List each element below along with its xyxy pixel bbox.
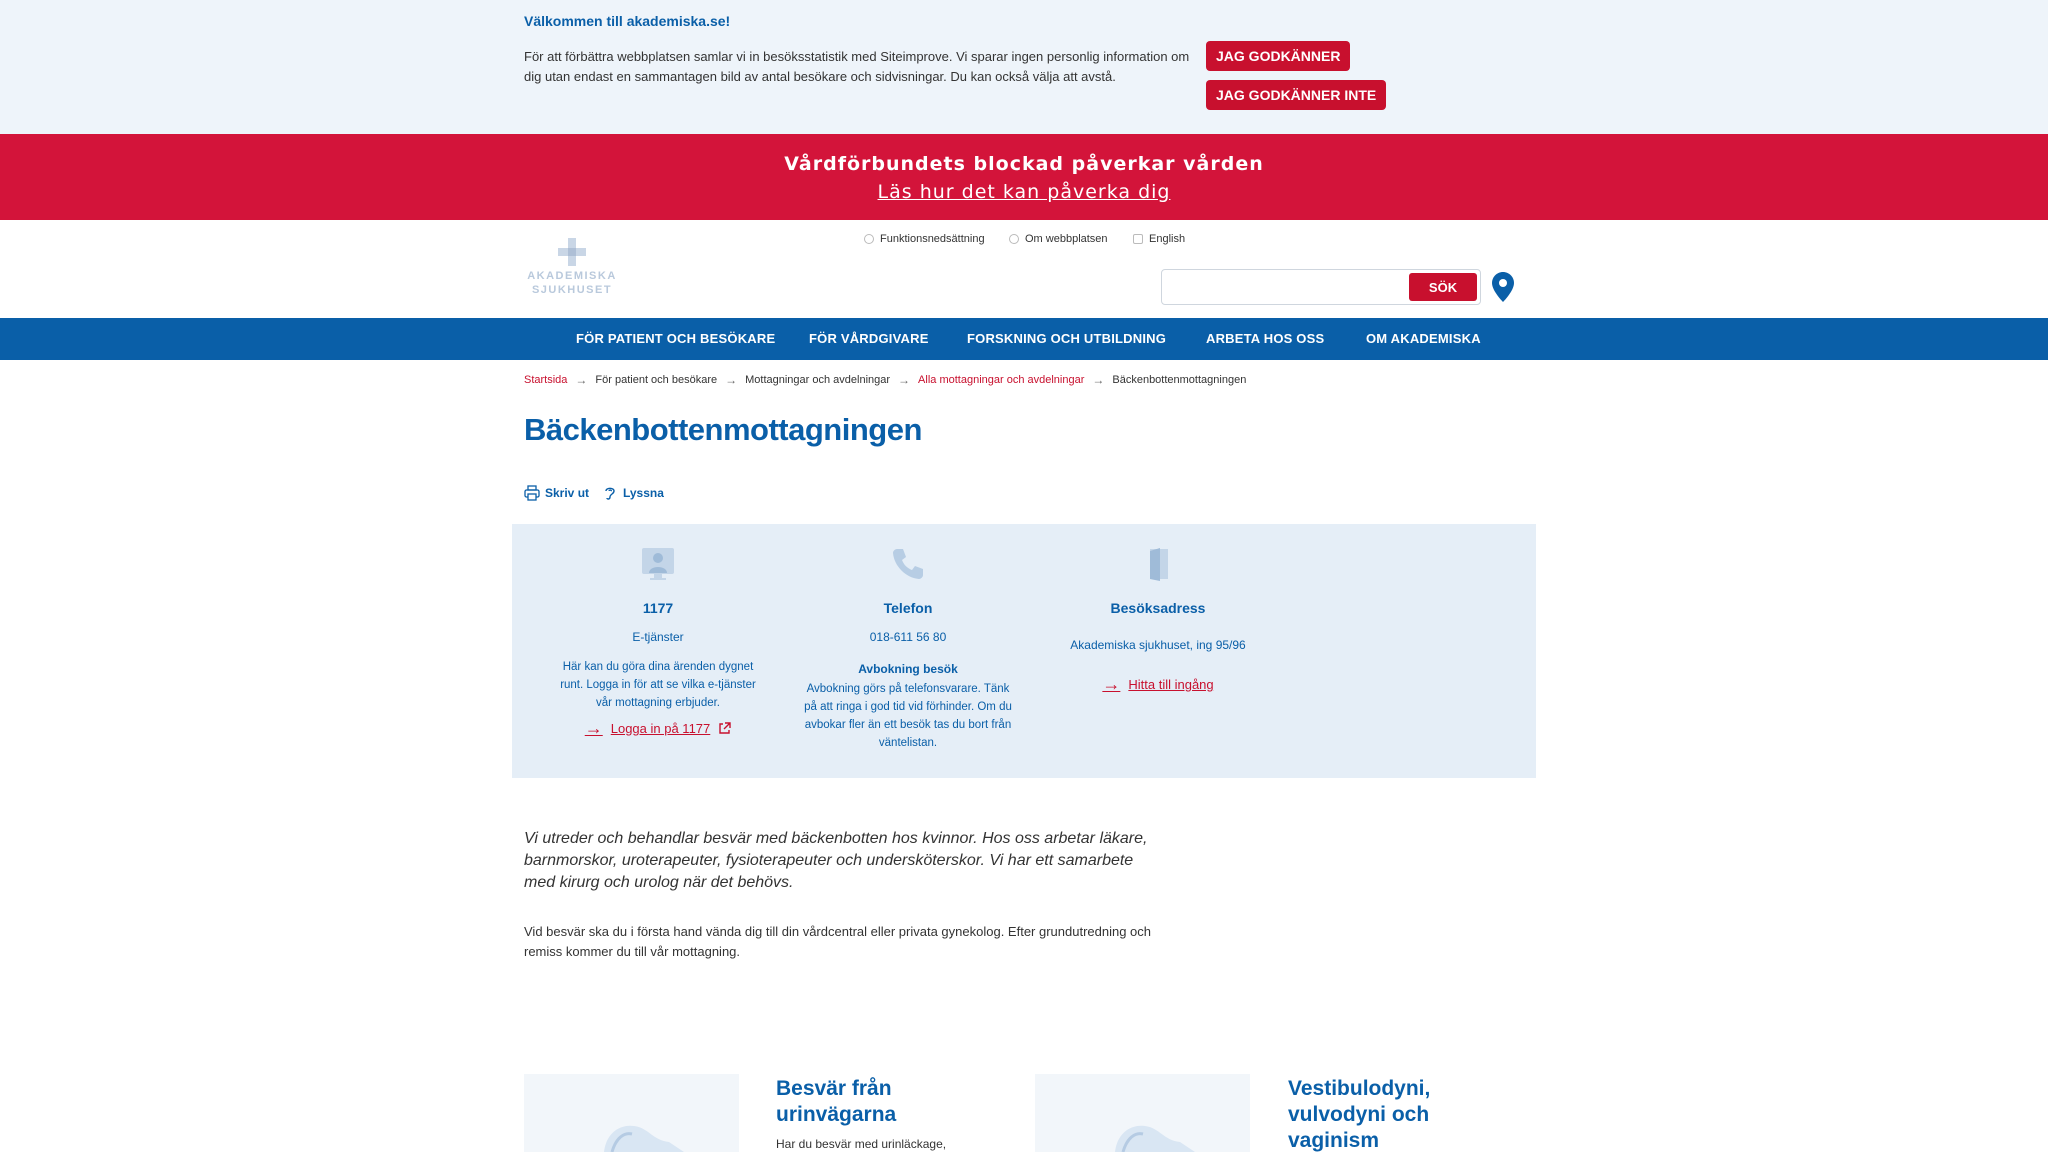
- info-subtitle: E-tjänster: [632, 630, 684, 644]
- illustration-icon: [524, 1074, 739, 1152]
- card-title[interactable]: Besvär från urinvägarna: [776, 1077, 897, 1126]
- phone-icon: [890, 546, 926, 582]
- breadcrumb: [524, 373, 1246, 387]
- card-text: Har du besvär med urinläckage,: [776, 1137, 947, 1151]
- lead-paragraph: Vi utreder och behandlar besvär med bäckenbotten hos kvinnor. Hos oss arbetar läkare, barnmorskor, uroterapeuter, fysioterapeuter och undersköterskor. Vi har ett samarbete med kirurg och urolog när det behövs.: [524, 830, 1148, 891]
- nav-item-arbeta[interactable]: ARBETA HOS OSS: [1206, 331, 1325, 346]
- info-title: Besöksadress: [1110, 600, 1206, 616]
- info-text: Avbokning görs på telefonsvarare. Tänk på att ringa i god tid vid förhinder. Om du avbokar fler än ett besök tas du bort från väntelistan.: [804, 683, 1012, 749]
- cross-icon: [558, 238, 586, 266]
- nav-item-forskning[interactable]: FORSKNING OCH UTBILDNING: [967, 331, 1167, 346]
- card-image[interactable]: [524, 1074, 739, 1152]
- location-pin-icon[interactable]: [1492, 272, 1514, 302]
- breadcrumb-item[interactable]: För patient och besökare: [595, 374, 718, 386]
- search-button[interactable]: SÖK: [1409, 273, 1477, 301]
- info-icon: [1009, 234, 1019, 244]
- logo-text: AKADEMISKA SJUKHUSET: [527, 270, 617, 296]
- breadcrumb-item[interactable]: Startsida: [524, 374, 568, 386]
- door-icon: [1140, 546, 1176, 582]
- card-title[interactable]: Vestibulodyni, vulvodyni och vaginism: [1288, 1077, 1431, 1152]
- alert-banner: [0, 134, 2048, 220]
- external-link-icon: [718, 722, 731, 735]
- info-column-1177: [548, 524, 768, 739]
- decline-cookies-button[interactable]: JAG GODKÄNNER INTE: [1206, 80, 1386, 110]
- monitor-user-icon: [640, 546, 676, 582]
- utility-link-about[interactable]: Om webbplatsen: [1009, 233, 1108, 245]
- flag-icon: [1133, 234, 1143, 244]
- accept-cookies-button[interactable]: JAG GODKÄNNER: [1206, 41, 1350, 71]
- arrow-right-icon: →: [1092, 373, 1105, 387]
- arrow-right-icon: →: [725, 373, 738, 387]
- page-title: Bäckenbottenmottagningen: [524, 412, 922, 447]
- breadcrumb-item[interactable]: Alla mottagningar och avdelningar: [918, 374, 1085, 386]
- breadcrumb-item[interactable]: Mottagningar och avdelningar: [745, 374, 891, 386]
- cookie-banner: [0, 0, 2048, 134]
- listen-button[interactable]: Lyssna: [602, 485, 664, 501]
- info-column-besoksadress: [1048, 524, 1268, 695]
- logo[interactable]: [524, 236, 620, 298]
- utility-link-english[interactable]: English: [1133, 233, 1185, 245]
- printer-icon: [524, 485, 540, 501]
- info-title: 1177: [642, 600, 674, 616]
- cookie-title: Välkommen till akademiska.se!: [524, 13, 731, 29]
- card-image[interactable]: [1035, 1074, 1250, 1152]
- alert-link[interactable]: Läs hur det kan påverka dig: [877, 181, 1171, 203]
- nav-item-om[interactable]: OM AKADEMISKA: [1366, 331, 1481, 346]
- find-entrance-link[interactable]: → Hitta till ingång: [1102, 674, 1214, 694]
- info-column-telefon: [798, 524, 1018, 752]
- accessibility-icon: [864, 234, 874, 244]
- arrow-right-icon: →: [584, 718, 603, 738]
- breadcrumb-current: Bäckenbottenmottagningen: [1112, 374, 1247, 386]
- arrow-right-icon: →: [898, 373, 911, 387]
- nav-item-vardgivare[interactable]: FÖR VÅRDGIVARE: [809, 331, 929, 346]
- phone-number[interactable]: 018-611 56 80: [869, 630, 947, 644]
- info-title: Telefon: [883, 600, 933, 616]
- nav-item-patient[interactable]: FÖR PATIENT OCH BESÖKARE: [576, 331, 776, 346]
- login-1177-link[interactable]: → Logga in på 1177: [548, 718, 768, 739]
- arrow-right-icon: →: [1102, 674, 1121, 694]
- info-text: Här kan du göra dina ärenden dygnet runt. Logga in för att se vilka e-tjänster vår mottagning erbjuder.: [560, 661, 756, 709]
- visit-address: Akademiska sjukhuset, ing 95/96: [1070, 638, 1246, 652]
- main-nav: [0, 318, 2048, 360]
- body-paragraph: Vid besvär ska du i första hand vända dig till din vårdcentral eller privata gynekolog. Efter grundutredning och remiss kommer du till vår mottagning.: [524, 924, 1152, 959]
- cookie-text: För att förbättra webbplatsen samlar vi in besöksstatistik med Siteimprove. Vi sparar ingen personlig information om dig utan endast en sammantagen bild av antal besökare och sidvisningar. Du kan också välja att avstå.: [524, 49, 1190, 84]
- ear-icon: [602, 485, 618, 501]
- print-button[interactable]: Skriv ut: [524, 485, 589, 501]
- alert-title: Vårdförbundets blockad påverkar vården: [784, 153, 1264, 175]
- illustration-icon: [1035, 1074, 1250, 1152]
- contact-info-band: [512, 524, 1536, 778]
- info-heading: Avbokning besök: [858, 662, 958, 676]
- arrow-right-icon: →: [575, 373, 588, 387]
- utility-link-accessibility[interactable]: Funktionsnedsättning: [864, 233, 985, 245]
